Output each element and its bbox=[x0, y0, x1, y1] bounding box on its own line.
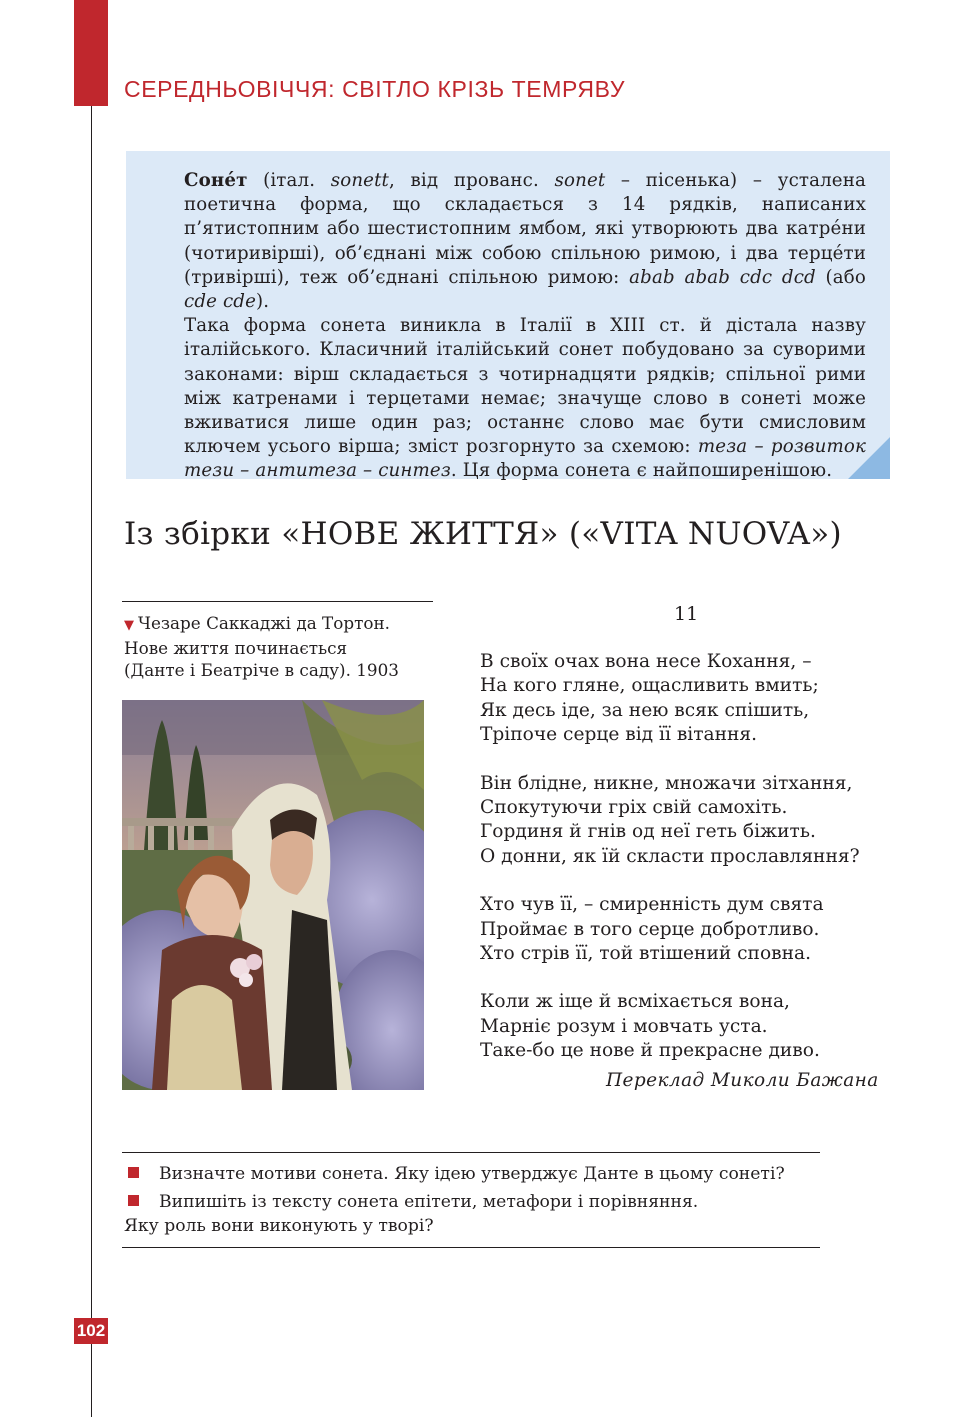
poem-line: Марніє розум і мовчать уста. bbox=[480, 1015, 768, 1037]
definition-term: Соне́т bbox=[184, 170, 248, 191]
text-italic: abab abab cdc dcd bbox=[629, 266, 816, 288]
chapter-title: СЕРЕДНЬОВІЧЧЯ: СВІТЛО КРІЗЬ ТЕМРЯВУ bbox=[124, 76, 626, 102]
header-red-tab bbox=[74, 0, 108, 106]
poem-line: Хто чув її, – смиренність дум свята bbox=[480, 894, 824, 916]
poem-line: На кого гляне, ощасливить вмить; bbox=[480, 675, 819, 697]
stanza bbox=[480, 650, 900, 748]
definition-paragraph-1 bbox=[184, 169, 866, 314]
poem-line: О донни, як їй скласти прославляння? bbox=[480, 845, 860, 867]
caption-line: Чезаре Саккаджі да Тортон. bbox=[138, 613, 390, 633]
caption-rule bbox=[122, 601, 433, 602]
poem-line: Проймає в того серце добротливо. bbox=[480, 918, 820, 940]
text-span: , від прованс. bbox=[389, 170, 555, 191]
translator-credit: Переклад Миколи Бажана bbox=[606, 1070, 879, 1091]
question-text: Визначте мотиви сонета. Яку ідею утверджує Данте в цьому сонеті? bbox=[159, 1164, 785, 1184]
poem-line: Тріпоче серце від її вітання. bbox=[480, 724, 758, 746]
margin-rule bbox=[91, 106, 92, 1417]
page-number: 102 bbox=[74, 1318, 108, 1344]
poem-line: В своїх очах вона несе Кохання, – bbox=[480, 651, 812, 672]
text-italic: sonet bbox=[554, 170, 606, 191]
questions-rule-bottom bbox=[122, 1247, 820, 1248]
page-fold-flap bbox=[848, 437, 890, 479]
text-span: ). bbox=[256, 291, 270, 313]
painting-dante-beatrice bbox=[122, 700, 424, 1090]
question-text: Яку роль вони виконують у творі? bbox=[124, 1216, 434, 1236]
text-span: – пісенька) – усталена поетична форма, що складається з 14 рядків, написаних п’ятистопним або шестистопним ямбом, які утворюють два катре́ни (чотиривірші), об’єднані між собою спільною римою, і два терце́ти (тривірші), теж об’єднані спільною римою: bbox=[184, 170, 866, 288]
text-span: . Ця форма сонета є найпоширенішою. bbox=[450, 460, 833, 482]
questions-rule-top bbox=[122, 1152, 820, 1153]
stanza bbox=[480, 772, 900, 870]
text-span: Така форма сонета виникла в Італії в XIII ст. й дістала назву італійського. Класичний італійський сонет побудовано за суворими законами: вірш складається з чотирнадцяти рядків; спільної рими між катренами і терцетами немає; значуще слово в сонеті може вживатися лише один раз; останнє слово має бути смисловим ключем усього вірша; зміст розгорнуто за схемою: bbox=[184, 315, 866, 458]
text-italic: cde cde bbox=[184, 291, 257, 313]
bullet-square-icon bbox=[128, 1167, 139, 1178]
stanza bbox=[480, 990, 900, 1063]
poem-line: Гординя й гнів од неї геть біжить. bbox=[480, 821, 816, 843]
poem-line: Хто стрів її, той втішений сповна. bbox=[480, 943, 811, 965]
question-1 bbox=[124, 1162, 824, 1186]
question-2 bbox=[124, 1190, 824, 1238]
caption-line: Нове життя починається bbox=[124, 638, 348, 658]
questions-block bbox=[124, 1162, 824, 1242]
caption-marker-icon: ▼ bbox=[124, 618, 134, 633]
painting-caption bbox=[124, 612, 444, 681]
bullet-square-icon bbox=[128, 1195, 139, 1206]
definition-paragraph-2 bbox=[184, 314, 866, 483]
poem-line: Спокутуючи гріх свій самохіть. bbox=[480, 797, 788, 819]
text-span: (італ. bbox=[247, 170, 331, 191]
poem-line: Він блідне, никне, множачи зітхання, bbox=[480, 772, 853, 794]
stanza bbox=[480, 893, 900, 966]
poem-line: Як десь іде, за нею всяк спішить, bbox=[480, 699, 810, 721]
text-italic: sonett bbox=[330, 170, 390, 191]
poem-line: Коли ж іще й всміхається вона, bbox=[480, 991, 790, 1013]
definition-box bbox=[126, 151, 890, 482]
text-span: (або bbox=[815, 266, 866, 288]
sonnet-number: 11 bbox=[674, 603, 699, 625]
question-text: Випишіть із тексту сонета епітети, метафори і порівняння. bbox=[159, 1192, 699, 1212]
poem-line: Таке-бо це нове й прекрасне диво. bbox=[480, 1040, 820, 1062]
section-title: Із збірки «НОВЕ ЖИТТЯ» («VITA NUOVA») bbox=[124, 516, 842, 552]
caption-line: (Данте і Беатріче в саду). 1903 bbox=[124, 660, 399, 680]
text-italic: теза – розвиток тези – антитеза – синтез bbox=[184, 436, 866, 482]
sonnet-poem bbox=[480, 650, 900, 1088]
